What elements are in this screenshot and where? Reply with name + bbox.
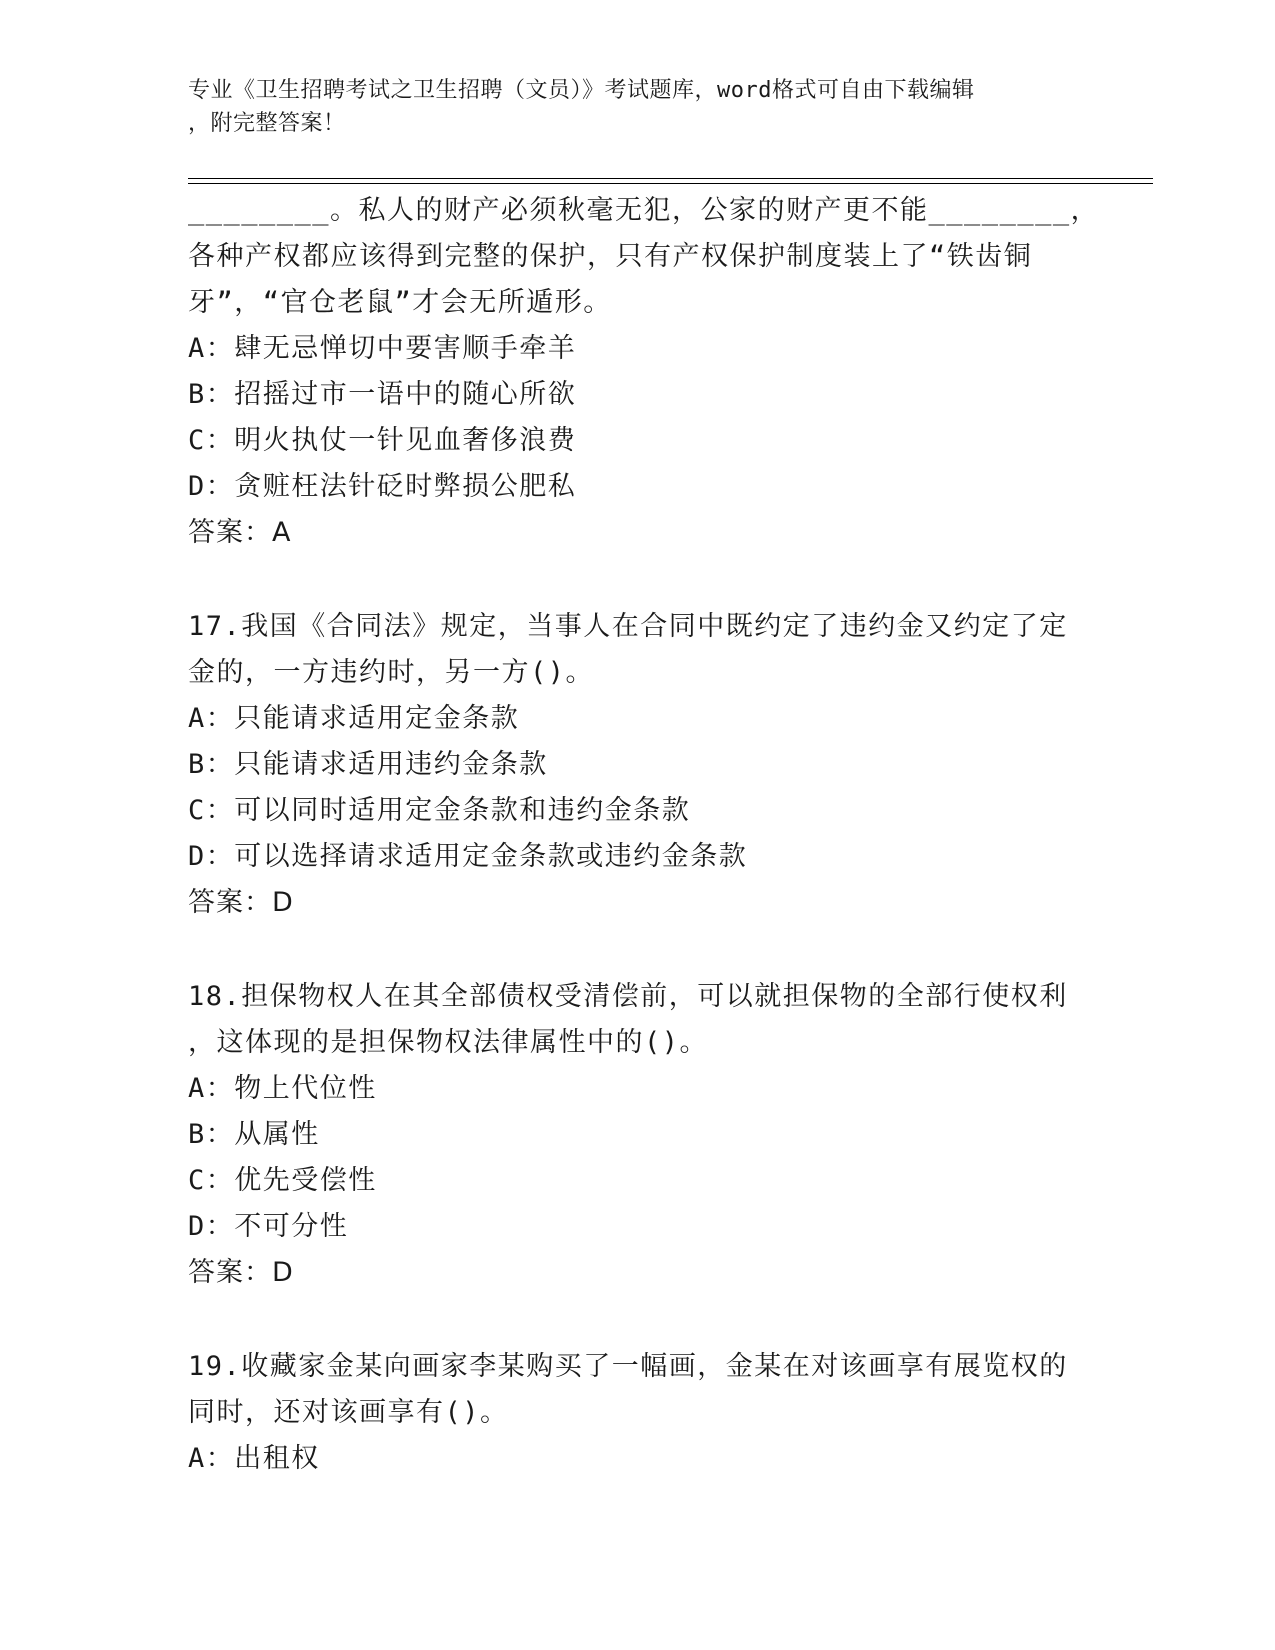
question-list [188,188,1100,1482]
spacer [188,1296,1078,1344]
question-stem-line: 17.我国《合同法》规定，当事人在合同中既约定了违约金又约定了定 [188,611,1068,642]
question-18 [188,974,1078,1296]
answer-label: 答案：D [188,887,294,918]
question-17 [188,604,1078,926]
option-d: D：不可分性 [188,1211,349,1242]
question-19 [188,1344,1078,1482]
option-d: D：贪赃枉法针砭时弊损公肥私 [188,471,577,502]
option-a: A：只能请求适用定金条款 [188,703,520,734]
option-b: B：只能请求适用违约金条款 [188,749,548,780]
option-c: C：可以同时适用定金条款和违约金条款 [188,795,691,826]
option-b: B：从属性 [188,1119,320,1150]
option-a: A：出租权 [188,1443,320,1474]
option-b: B：招摇过市一语中的随心所欲 [188,379,577,410]
option-a: A：肆无忌惮切中要害顺手牵羊 [188,333,577,364]
document-header [188,74,1068,140]
header-title-line-1: 专业《卫生招聘考试之卫生招聘（文员）》考试题库，word格式可自由下载编辑 [188,78,975,103]
question-stem-line: ，这体现的是担保物权法律属性中的()。 [188,1027,709,1058]
header-divider [188,178,1153,184]
question-16 [188,188,1100,556]
answer-label: 答案：A [188,517,292,548]
question-stem-line: 各种产权都应该得到完整的保护，只有产权保护制度装上了“铁齿铜 [188,241,1033,272]
question-stem-line: 同时，还对该画享有()。 [188,1397,509,1428]
option-d: D：可以选择请求适用定金条款或违约金条款 [188,841,748,872]
spacer [188,926,1078,974]
option-c: C：优先受偿性 [188,1165,377,1196]
option-c: C：明火执仗一针见血奢侈浪费 [188,425,577,456]
question-stem-line: 18.担保物权人在其全部债权受清偿前，可以就担保物的全部行使权利 [188,981,1068,1012]
question-stem-line: 牙”，“官仓老鼠”才会无所遁形。 [188,287,612,318]
option-a: A：物上代位性 [188,1073,377,1104]
question-stem-line: 19.收藏家金某向画家李某购买了一幅画，金某在对该画享有展览权的 [188,1351,1068,1382]
spacer [188,556,1078,604]
question-stem-line: 金的，一方违约时，另一方()。 [188,657,595,688]
header-title-line-2: ，附完整答案！ [188,111,346,136]
question-stem-line: ________。私人的财产必须秋毫无犯，公家的财产更不能________， [188,195,1100,226]
answer-label: 答案：D [188,1257,294,1288]
